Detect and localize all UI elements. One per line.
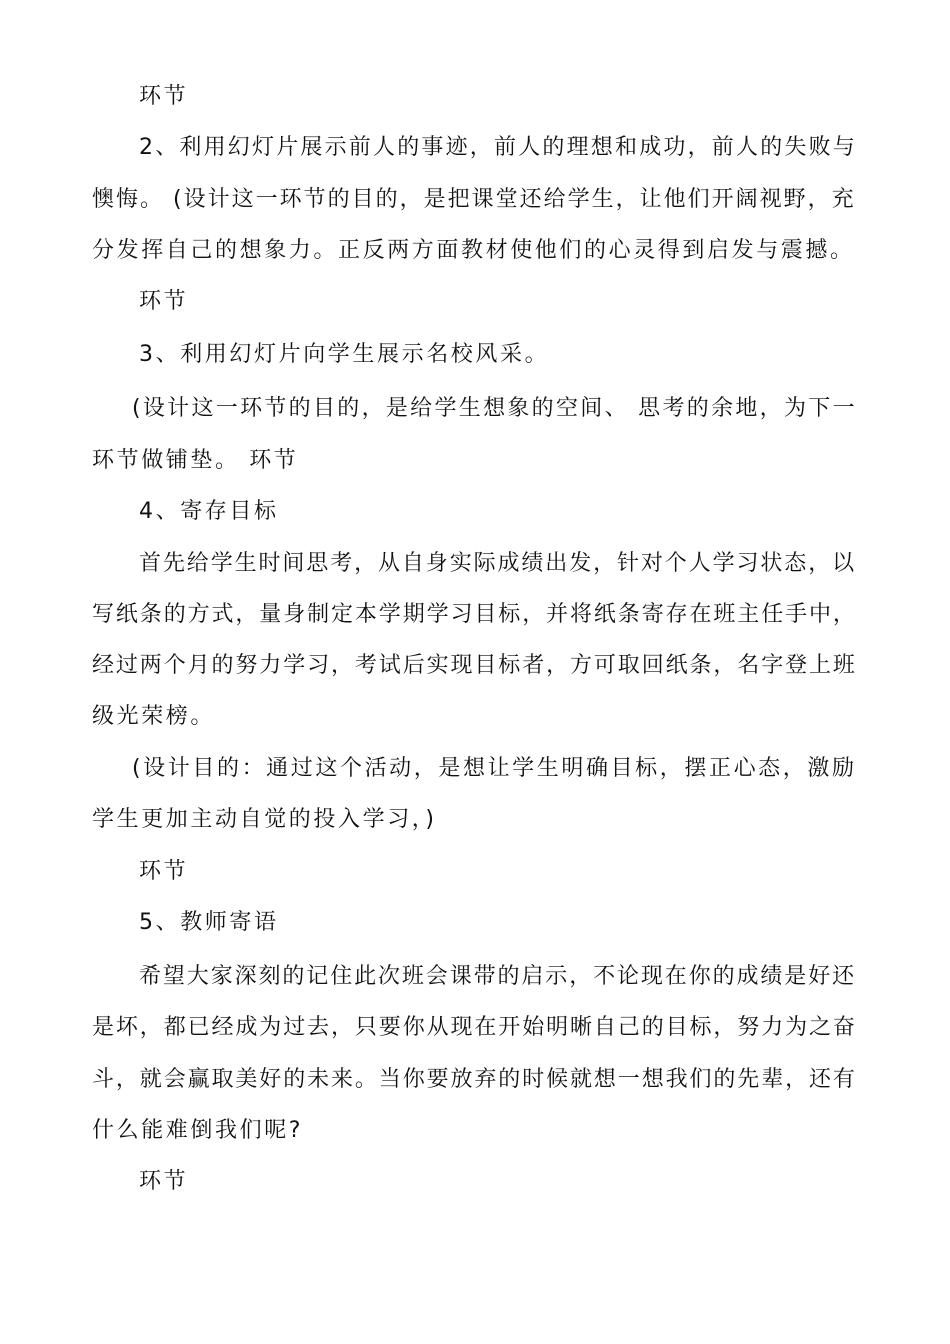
paragraph-line: 斗，就会赢取美好的未来。当你要放弃的时候就想一想我们的先辈，还有 xyxy=(92,1067,857,1092)
paragraph-line: 环节 xyxy=(139,859,189,884)
paragraph-line: (设计目的：通过这个活动，是想让学生明确目标，摆正心态，激励 xyxy=(132,756,857,781)
paragraph-line: 2、利用幻灯片展示前人的事迹，前人的理想和成功，前人的失败与 xyxy=(139,135,857,160)
paragraph-line: 环节 xyxy=(139,84,189,109)
paragraph-line: 写纸条的方式，量身制定本学期学习目标，并将纸条寄存在班主任手中， xyxy=(92,602,857,627)
paragraph-line: 首先给学生时间思考，从自身实际成绩出发，针对个人学习状态，以 xyxy=(139,551,857,576)
paragraph-line: 懊悔。 (设计这一环节的目的，是把课堂还给学生，让他们开阔视野，充 xyxy=(92,187,856,212)
paragraph-line: (设计这一环节的目的，是给学生想象的空间、 思考的余地，为下一 xyxy=(132,396,857,421)
paragraph-line: 级光荣榜。 xyxy=(92,704,216,729)
paragraph-line: 环节做铺垫。 环节 xyxy=(92,448,299,473)
paragraph-line: 3、利用幻灯片向学生展示名校风采。 xyxy=(139,342,550,367)
paragraph-line: 环节 xyxy=(139,289,189,314)
paragraph-line: 是坏，都已经成为过去，只要你从现在开始明晰自己的目标，努力为之奋 xyxy=(92,1015,857,1040)
paragraph-line: 环节 xyxy=(139,1169,189,1194)
paragraph-line: 希望大家深刻的记住此次班会课带的启示，不论现在你的成绩是好还 xyxy=(139,964,857,989)
paragraph-line: 分发挥自己的想象力。正反两方面教材使他们的心灵得到启发与震撼。 xyxy=(92,238,855,263)
paragraph-line: 4、寄存目标 xyxy=(139,499,279,524)
paragraph-line: 什么能难倒我们呢? xyxy=(92,1118,304,1143)
paragraph-line: 学生更加主动自觉的投入学习，) xyxy=(92,807,437,832)
paragraph-line: 5、教师寄语 xyxy=(139,910,279,935)
paragraph-line: 经过两个月的努力学习，考试后实现目标者，方可取回纸条，名字登上班 xyxy=(92,653,857,678)
